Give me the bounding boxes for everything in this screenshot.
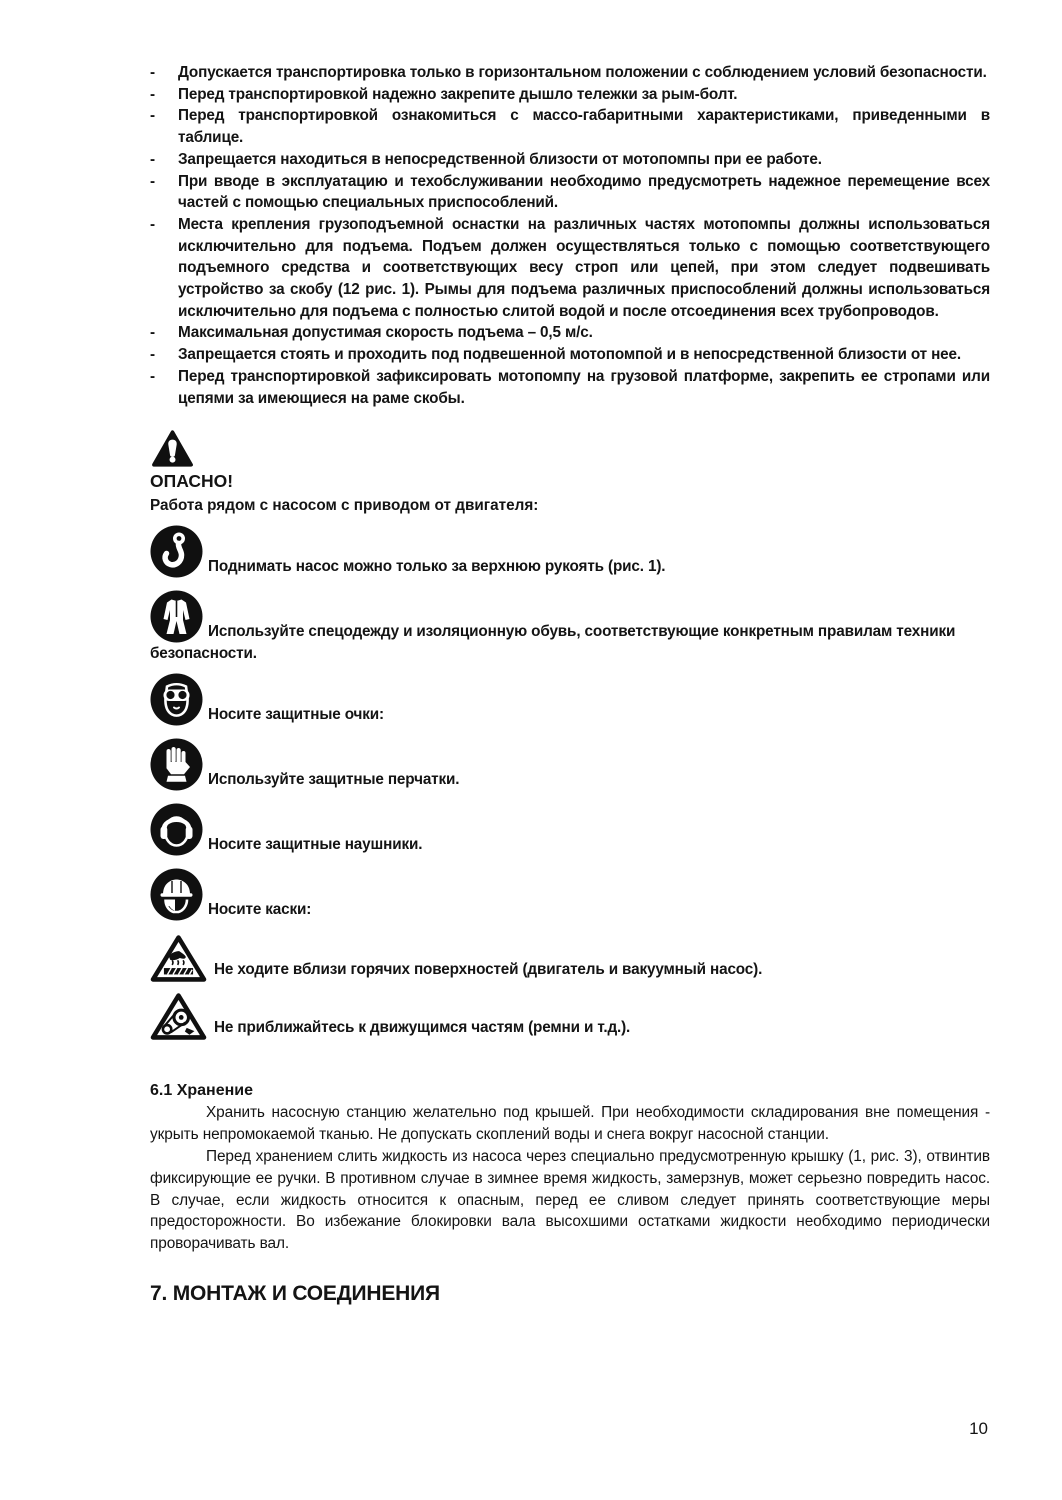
moving-parts-warning-icon (150, 991, 207, 1042)
sign-caption: Используйте спецодежду и изоляционную обувь, соответствующие конкретным правилам техники безопасности. (150, 622, 956, 662)
sign-caption: Не ходите вблизи горячих поверхностей (двигатель и вакуумный насос). (214, 961, 763, 979)
hot-surface-warning-icon (150, 933, 207, 984)
bullet-item (150, 149, 990, 171)
bullet-text: Перед транспортировкой ознакомиться с массо-габаритными характеристиками, приведенными в таблице. (178, 107, 990, 147)
bullet-item (150, 366, 990, 409)
danger-title: ОПАСНО! (150, 471, 234, 492)
sign-caption: Не приближайтесь к движущимся частям (ремни и т.д.). (214, 1019, 631, 1037)
protective-clothing-icon (150, 590, 203, 643)
safety-sign-row (150, 673, 990, 729)
bullet-item (150, 105, 990, 148)
safety-helmet-icon (150, 868, 203, 921)
installation-heading: 7. МОНТАЖ И СОЕДИНЕНИЯ (150, 1281, 440, 1305)
page-number: 10 (969, 1419, 988, 1438)
safety-sign-row (150, 738, 990, 794)
bullet-dash: - (150, 107, 156, 125)
safety-sign-row (150, 868, 990, 924)
bullet-dash: - (150, 85, 156, 103)
sign-caption: Используйте защитные перчатки. (208, 771, 460, 789)
safety-sign-row (150, 590, 990, 664)
bullet-text: Запрещается стоять и проходить под подвешенной мотопомпой и в непосредственной близости от нее. (178, 346, 961, 364)
bullet-dash: - (150, 324, 156, 342)
bullet-dash: - (150, 172, 156, 190)
bullet-item (150, 214, 990, 323)
sign-caption: Поднимать насос можно только за верхнюю рукоять (рис. 1). (208, 557, 666, 575)
storage-paragraph: Перед хранением слить жидкость из насоса через специально предусмотренную крышку (1, рис. 3), отвинтив фиксирующие ее ручки. В противном случае в зимнее время жидкость, замерзнув, может серьезно повредить насос. В случае, если жидкость относится к опасным, перед ее сливом следует принять соответствующие меры предосторожности. Во избежание блокировки вала высохшими остатками жидкости необходимо периодически проворачивать вал. (150, 1147, 990, 1253)
safety-sign-row (150, 525, 990, 581)
bullet-item (150, 171, 990, 214)
bullet-text: Перед транспортировкой надежно закрепите дышло тележки за рым-болт. (178, 85, 738, 103)
bullet-text: Запрещается находиться в непосредственной близости от мотопомпы при ее работе. (178, 150, 822, 168)
sign-caption: Носите каски: (208, 901, 312, 919)
bullet-item (150, 84, 990, 106)
safety-goggles-icon (150, 673, 203, 726)
warning-triangle-icon (151, 429, 194, 468)
bullet-text: Допускается транспортировка только в горизонтальном положении с соблюдением условий безопасности. (178, 64, 987, 81)
safety-sign-row (150, 991, 990, 1043)
page-content (150, 62, 990, 1307)
bullet-item (150, 344, 990, 366)
bullet-dash: - (150, 215, 156, 233)
bullet-dash: - (150, 64, 156, 81)
bullet-text: Максимальная допустимая скорость подъема – 0,5 м/с. (178, 324, 593, 342)
sign-caption: Носите защитные очки: (208, 706, 384, 724)
sign-caption: Носите защитные наушники. (208, 836, 423, 854)
bullet-dash: - (150, 346, 156, 364)
safety-bullet-list (150, 62, 990, 409)
bullet-item (150, 62, 990, 84)
safety-sign-row (150, 803, 990, 859)
danger-intro: Работа рядом с насосом с приводом от двигателя: (150, 497, 539, 515)
bullet-dash: - (150, 150, 156, 168)
bullet-text: Места крепления грузоподъемной оснастки на различных частях мотопомпы должны использоваться исключительно для подъема. Подъем должен осуществляться только с помощью соответствующего подъемного средства и соответствующих весу строп или цепей, при этом следует подвешивать устройство за скобу (12 рис. 1). Рымы для подъема различных приспособлений должны использоваться исключительно для подъема с полностью слитой водой и после отсоединения всех трубопроводов. (178, 215, 990, 320)
ear-protection-icon (150, 803, 203, 856)
storage-heading: 6.1 Хранение (150, 1082, 253, 1100)
storage-paragraph: Хранить насосную станцию желательно под крышей. При необходимости складирования вне помещения - укрыть непромокаемой тканью. Не допускать скоплений воды и снега вокруг насосной станции. (150, 1104, 990, 1144)
bullet-item (150, 322, 990, 344)
bullet-dash: - (150, 367, 156, 385)
bullet-text: При вводе в эксплуатацию и техобслуживании необходимо предусмотреть надежное перемещение всех частей с помощью специальных приспособлений. (178, 172, 990, 212)
bullet-text: Перед транспортировкой зафиксировать мотопомпу на грузовой платформе, закрепить ее стропами или цепями за имеющиеся на раме скобы. (178, 367, 990, 407)
safety-sign-row (150, 933, 990, 985)
crane-hook-icon (150, 525, 203, 578)
protective-gloves-icon (150, 738, 203, 791)
